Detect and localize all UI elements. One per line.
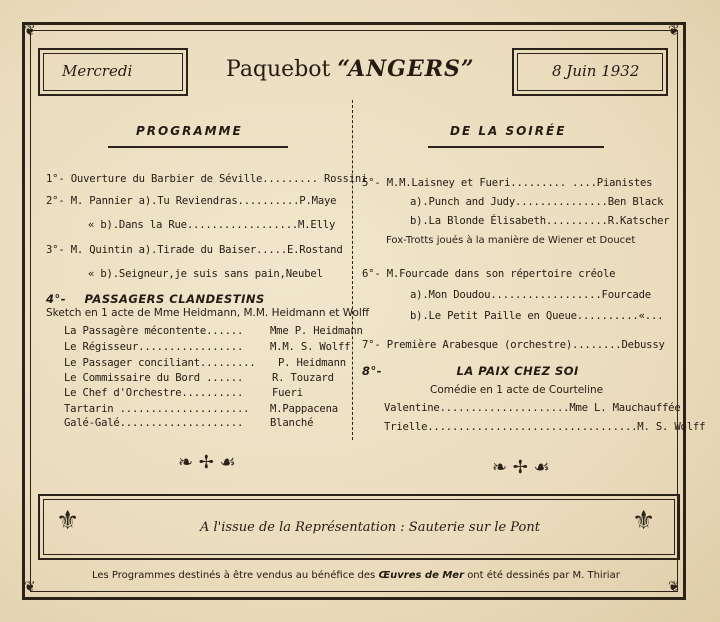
comedy-cast-2: Trielle..................................M. S. Wolff <box>384 421 706 433</box>
cast-role: Le Régisseur................. <box>64 341 244 353</box>
cast-role: Le Chef d'Orchestre.......... <box>64 387 244 399</box>
credit-text-pre: Les Programmes destinés à être vendus au bénéfice des <box>92 570 376 581</box>
cast-role: La Passagère mécontente...... <box>64 325 244 337</box>
corner-ornament-icon: ❦ <box>668 23 680 39</box>
date-label: 8 Juin 1932 <box>552 62 640 80</box>
comedy-credit: Comédie en 1 acte de Courteline <box>430 384 604 396</box>
comedy-title: LA PAIX CHEZ SOI <box>456 364 579 378</box>
cast-actor: Blanché <box>270 417 314 429</box>
ship-name: “ANGERS” <box>337 56 475 82</box>
divider-left <box>108 146 288 148</box>
program-item-5: 5°- M.M.Laisney et Fueri......... ....Pianistes <box>362 177 653 189</box>
program-item-2a: 2°- M. Pannier a).Tu Reviendras..........P.Maye <box>46 195 337 207</box>
cast-actor: Mme P. Heidmann <box>270 325 363 337</box>
divider-right <box>428 146 604 148</box>
corner-ornament-icon: ❦ <box>668 579 680 595</box>
program-item-7: 7°- Première Arabesque (orchestre)........Debussy <box>362 339 665 351</box>
program-item-2b: « b).Dans la Rue..................M.Elly <box>88 219 336 231</box>
program-item-5a: a).Punch and Judy...............Ben Black <box>410 196 664 208</box>
section-heading-right: DE LA SOIRÉE <box>450 124 567 138</box>
title-prefix: Paquebot <box>226 57 331 82</box>
cast-actor: P. Heidmann <box>278 357 346 369</box>
corner-ornament-icon: ❦ <box>24 23 36 39</box>
program-item-6a: a).Mon Doudou..................Fourcade <box>410 289 651 301</box>
fleur-ornament-icon: ⚜ <box>632 506 656 536</box>
cast-role: Galé-Galé.................... <box>64 417 244 429</box>
cast-actor: R. Touzard <box>272 372 334 384</box>
program-item-4-heading <box>46 292 265 306</box>
item-number: 4°- <box>46 292 67 306</box>
cast-role: Tartarin ..................... <box>64 403 250 415</box>
cast-actor: Fueri <box>272 387 303 399</box>
cast-role: Le Passager conciliant......... <box>64 357 256 369</box>
program-item-6: 6°- M.Fourcade dans son répertoire créole <box>362 268 616 280</box>
item-number: 8°- <box>362 364 383 378</box>
program-item-8-heading <box>362 364 579 378</box>
sketch-credit: Sketch en 1 acte de Mme Heidmann, M.M. Heidmann et Wolff <box>46 307 370 319</box>
cast-actor: M.M. S. Wolff <box>270 341 351 353</box>
program-item-5b: b).La Blonde Élisabeth..........R.Katscher <box>410 215 670 227</box>
comedy-cast-1: Valentine.....................Mme L. Mauchauffée <box>384 402 681 414</box>
sketch-title: PASSAGERS CLANDESTINS <box>84 292 265 306</box>
credit-charity: Œuvres de Mer <box>378 570 464 581</box>
program-item-5-note: Fox-Trotts joués à la manière de Wiener et Doucet <box>386 235 636 246</box>
program-item-6b: b).Le Petit Paille en Queue..........«... <box>410 310 664 322</box>
day-label: Mercredi <box>62 62 133 80</box>
footer-credit <box>92 570 620 581</box>
after-show-note: A l'issue de la Représentation : Sauterie sur le Pont <box>200 520 540 535</box>
bird-ornament-icon: ❧ ✢ ☙ <box>492 457 550 478</box>
program-item-1: 1°- Ouverture du Barbier de Séville......... Rossini <box>46 173 368 185</box>
program-item-3a: 3°- M. Quintin a).Tirade du Baiser.....E.Rostand <box>46 244 343 256</box>
page-title <box>226 56 475 82</box>
column-separator <box>352 100 353 440</box>
cast-actor: M.Pappacena <box>270 403 338 415</box>
bird-ornament-icon: ❧ ✢ ☙ <box>178 452 236 473</box>
cast-role: Le Commissaire du Bord ...... <box>64 372 244 384</box>
fleur-ornament-icon: ⚜ <box>56 506 80 536</box>
corner-ornament-icon: ❦ <box>24 579 36 595</box>
credit-text-post: ont été dessinés par M. Thiriar <box>467 570 620 581</box>
program-item-3b: « b).Seigneur,je suis sans pain,Neubel <box>88 268 323 280</box>
section-heading-left: PROGRAMME <box>136 124 243 138</box>
